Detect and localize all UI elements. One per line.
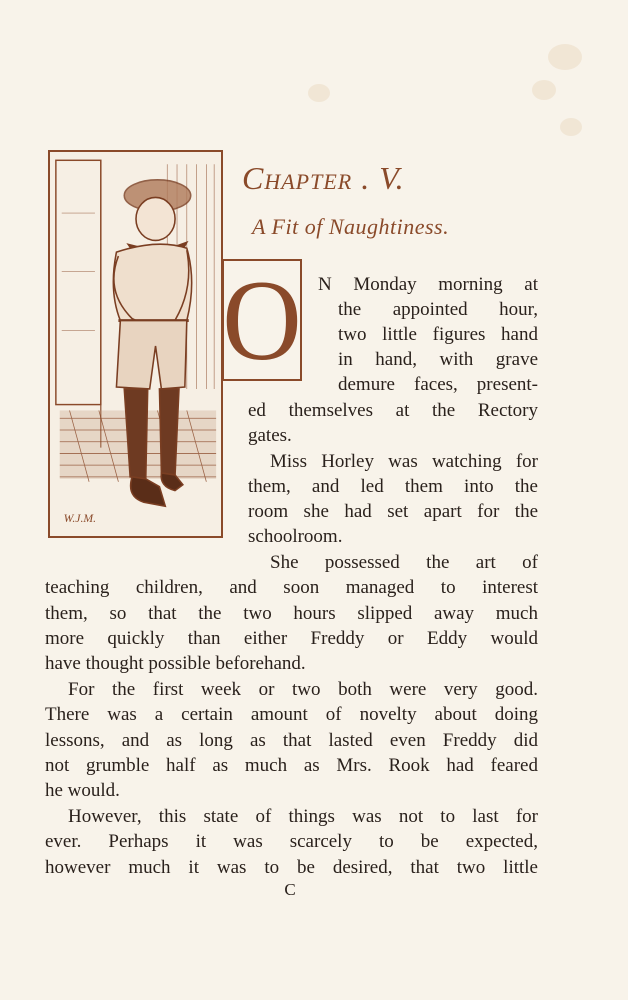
text-line: demure faces, present- — [338, 374, 538, 395]
text-line: lessons, and as long as that lasted even Freddy did — [45, 730, 538, 751]
drop-cap-letter: O — [222, 255, 302, 385]
text-line: in hand, with grave — [338, 349, 538, 370]
text-line: teaching children, and soon managed to interest — [45, 577, 538, 598]
text-line: For the first week or two both were very good. — [68, 679, 538, 700]
text-line: gates. — [248, 425, 292, 446]
paper-stain — [548, 44, 582, 70]
text-line: them, and led them into the — [248, 476, 538, 497]
text-line: two little figures hand — [338, 324, 538, 345]
paper-stain — [308, 84, 330, 102]
text-line: However, this state of things was not to last for — [68, 806, 538, 827]
text-line: N Monday morning at — [318, 274, 538, 295]
text-line: them, so that the two hours slipped away much — [45, 603, 538, 624]
chapter-subtitle: A Fit of Naughtiness. — [252, 214, 450, 239]
boy-illustration — [48, 150, 223, 538]
text-line: room she had set apart for the — [248, 501, 538, 522]
drop-cap-frame — [222, 255, 302, 385]
text-line: Miss Horley was watching for — [270, 451, 538, 472]
text-line: not grumble half as much as Mrs. Rook had feared — [45, 755, 538, 776]
text-line: however much it was to be desired, that two little — [45, 857, 538, 878]
paper-stain — [532, 80, 556, 100]
text-line: he would. — [45, 780, 120, 801]
text-line: There was a certain amount of novelty about doing — [45, 704, 538, 725]
text-line: ed themselves at the Rectory — [248, 400, 538, 421]
folio-mark: C — [284, 880, 296, 899]
text-line: schoolroom. — [248, 526, 343, 547]
text-line: She possessed the art of — [270, 552, 538, 573]
text-line: have thought possible beforehand. — [45, 653, 306, 674]
chapter-title: Chapter . V. — [242, 160, 405, 196]
illustration-signature: W.J.M. — [63, 511, 97, 525]
text-line: ever. Perhaps it was scarcely to be expected, — [45, 831, 538, 852]
text-line: more quickly than either Freddy or Eddy would — [45, 628, 538, 649]
text-line: the appointed hour, — [338, 299, 538, 320]
paper-stain — [560, 118, 582, 136]
